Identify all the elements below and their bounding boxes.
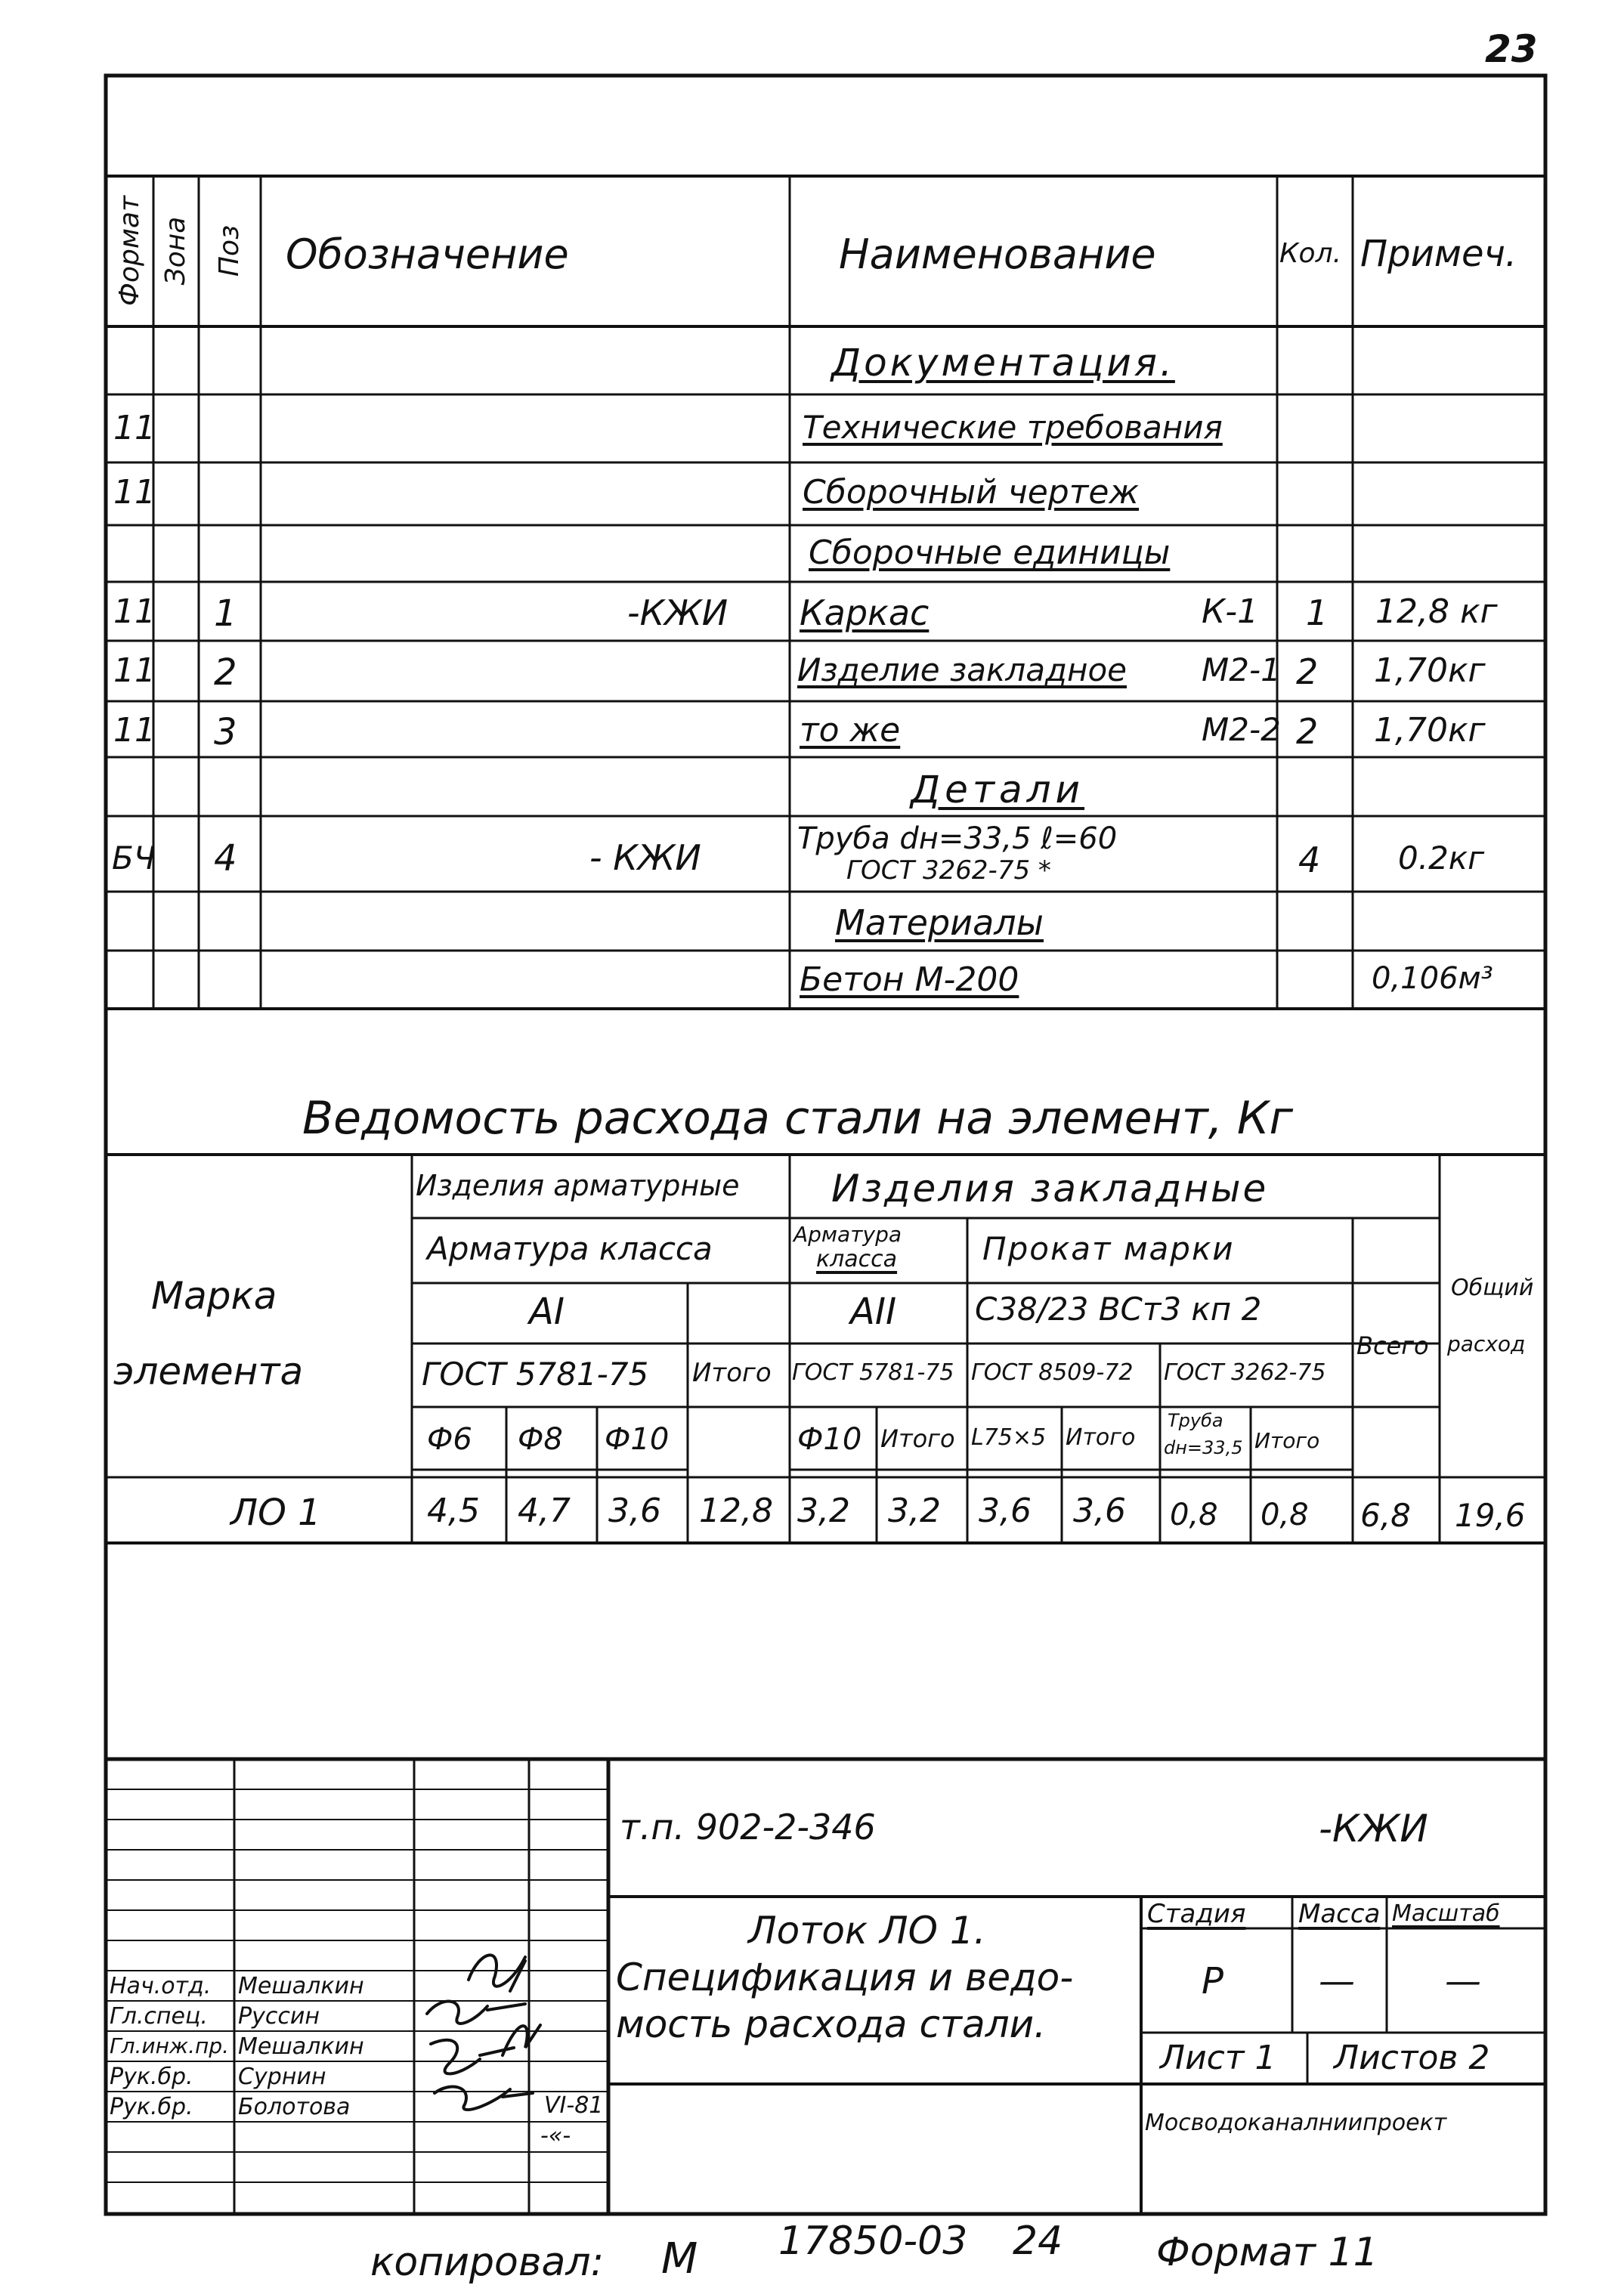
spec-header-designation: Обозначение: [286, 230, 569, 278]
steel-itogo-pipe: Итого: [1254, 1428, 1320, 1453]
steel-row-grand: 19,6: [1455, 1497, 1526, 1534]
spec-row-note: 1,70кг: [1374, 711, 1486, 750]
spec-row-qty: 1: [1306, 592, 1329, 633]
doc-title-line1: Лоток ЛО 1.: [748, 1909, 986, 1953]
mass-label: Масса: [1298, 1899, 1381, 1929]
steel-gost-5781-a: ГОСТ 5781-75: [422, 1356, 649, 1393]
steel-row-d10b: 3,2: [797, 1492, 850, 1530]
person-role: Гл.инж.пр.: [110, 2033, 230, 2058]
steel-row-total: 6,8: [1360, 1497, 1411, 1534]
steel-rebar-class-2: Арматура: [793, 1222, 902, 1247]
spec-row-name: Технические требования: [803, 409, 1223, 446]
spec-row-format: 11: [113, 592, 156, 631]
spec-row-name-line2: ГОСТ 3262-75 *: [846, 855, 1051, 886]
footer-page: 24: [1013, 2219, 1063, 2264]
spec-row-format: 11: [113, 473, 156, 512]
page-number: 23: [1485, 27, 1538, 71]
spec-row-name-mark: М2-2: [1202, 711, 1281, 748]
steel-d6: Ф6: [427, 1422, 472, 1457]
steel-rebar-products: Изделия арматурные: [416, 1169, 740, 1202]
steel-grade: С38/23 ВСт3 кп 2: [975, 1291, 1262, 1328]
steel-row-d6: 4,5: [427, 1492, 480, 1530]
spec-header-format: Формат: [114, 195, 145, 307]
spec-row-name: Сборочный чертеж: [803, 473, 1140, 512]
spec-row-name: Каркас: [800, 592, 930, 633]
steel-rolled-steel: Прокат марки: [982, 1230, 1235, 1267]
spec-row-name: Труба dн=33,5 ℓ=60: [797, 821, 1118, 856]
steel-row-itogo4: 0,8: [1261, 1498, 1309, 1532]
spec-section-documentation: Документация.: [831, 341, 1175, 385]
stage-value: Р: [1202, 1960, 1223, 2002]
spec-header-zone: Зона: [160, 216, 191, 286]
footer-copied-by: М: [661, 2234, 698, 2283]
spec-row-pos: 1: [214, 592, 237, 635]
spec-row-format: 11: [113, 651, 156, 690]
person-role: Гл.спец.: [110, 2003, 208, 2030]
steel-grand-total-label: Общий: [1451, 1275, 1534, 1301]
spec-header-note: Примеч.: [1360, 233, 1517, 275]
steel-itogo-a2: Итого: [880, 1424, 955, 1453]
steel-row-itogo3: 3,6: [1073, 1492, 1126, 1530]
sheet-label: Лист 1: [1160, 2039, 1276, 2077]
steel-row-itogo2: 3,2: [888, 1492, 941, 1530]
spec-header-pos: Поз: [214, 224, 245, 277]
person-name: Руссин: [238, 2003, 320, 2030]
steel-pipe: Труба: [1168, 1410, 1223, 1431]
steel-row-mark: ЛО 1: [230, 1492, 321, 1534]
steel-d10: Ф10: [605, 1422, 670, 1457]
scale-value: —: [1445, 1960, 1481, 2002]
spec-row-note: 0,106м³: [1372, 961, 1493, 996]
steel-row-angle: 3,6: [979, 1492, 1032, 1530]
doc-code: т.п. 902-2-346: [620, 1807, 876, 1847]
footer-number: 17850-03: [778, 2219, 968, 2264]
spec-row-note: 1,70кг: [1374, 651, 1486, 690]
spec-row-qty: 2: [1296, 711, 1319, 752]
steel-itogo-angle: Итого: [1066, 1424, 1136, 1451]
scale-label: Масштаб: [1392, 1900, 1500, 1927]
person-role: Рук.бр.: [110, 2064, 193, 2090]
steel-table-title: Ведомость расхода стали на элемент, Кг: [302, 1092, 1294, 1145]
spec-row-pos: 2: [214, 651, 237, 694]
steel-rebar-class: Арматура класса: [427, 1230, 713, 1267]
stage-label: Стадия: [1147, 1899, 1246, 1929]
footer-copied: копировал:: [370, 2240, 605, 2285]
steel-d8: Ф8: [518, 1422, 563, 1457]
spec-row-qty: 4: [1298, 839, 1321, 880]
spec-row-pos: 3: [214, 711, 237, 753]
spec-row-pos: 4: [214, 837, 237, 880]
person-name: Сурнин: [238, 2064, 326, 2090]
person-name: Болотова: [238, 2094, 351, 2120]
steel-mark-label-2: элемента: [113, 1350, 304, 1393]
sheets-label: Листов 2: [1334, 2039, 1490, 2077]
spec-row-qty: 2: [1296, 651, 1319, 692]
steel-mark-label: Марка: [151, 1274, 277, 1318]
steel-gost-8509: ГОСТ 8509-72: [971, 1359, 1134, 1386]
spec-header-qty: Кол.: [1279, 238, 1342, 269]
spec-row-note: 0.2кг: [1398, 839, 1485, 877]
steel-total-label: Всего: [1356, 1331, 1429, 1360]
steel-row-pipe: 0,8: [1170, 1498, 1218, 1532]
person-name: Мешалкин: [238, 2033, 364, 2060]
steel-pipe-line2: dн=33,5: [1164, 1437, 1243, 1458]
spec-row-name-mark: К-1: [1202, 592, 1259, 631]
steel-class-a2: АII: [850, 1291, 897, 1333]
steel-row-d10: 3,6: [608, 1492, 661, 1530]
spec-row-name: Изделие закладное: [797, 651, 1128, 688]
spec-row-name: то же: [800, 711, 901, 750]
spec-row-designation: - КЖИ: [589, 837, 701, 878]
organization: Мосводоканалниипроект: [1145, 2110, 1447, 2136]
steel-grand-total-label-2: расход: [1447, 1331, 1526, 1356]
date-mark: VI-81: [544, 2092, 604, 2119]
steel-d10b: Ф10: [797, 1422, 862, 1457]
person-role: Нач.отд.: [110, 1973, 212, 1999]
spec-row-name: Бетон М-200: [800, 960, 1019, 999]
spec-row-format: БЧ: [112, 839, 156, 877]
spec-section-assembly-units: Сборочные единицы: [809, 533, 1171, 572]
signatures-image: [412, 1934, 608, 2131]
spec-section-details: Детали: [911, 768, 1085, 812]
spec-header-name: Наименование: [839, 230, 1156, 278]
steel-angle: L75×5: [971, 1424, 1047, 1451]
date-mark-2: -«-: [540, 2123, 571, 2149]
doc-title-line3: мость расхода стали.: [616, 2002, 1047, 2046]
steel-embedded-products: Изделия закладные: [831, 1167, 1269, 1211]
doc-title-line2: Спецификация и ведо-: [616, 1956, 1074, 1999]
person-name: Мешалкин: [238, 1973, 364, 1999]
spec-row-note: 12,8 кг: [1375, 592, 1498, 631]
doc-suffix: -КЖИ: [1319, 1807, 1428, 1851]
steel-gost-3262: ГОСТ 3262-75: [1164, 1359, 1326, 1386]
spec-row-format: 11: [113, 409, 156, 447]
person-role: Рук.бр.: [110, 2094, 193, 2120]
spec-row-designation: -КЖИ: [627, 592, 728, 633]
steel-class-a1: АI: [529, 1291, 565, 1333]
steel-gost-5781-b: ГОСТ 5781-75: [792, 1359, 954, 1386]
spec-section-materials: Материалы: [835, 902, 1044, 943]
spec-row-name-mark: М2-1: [1202, 651, 1281, 688]
spec-row-format: 11: [113, 711, 156, 750]
mass-value: —: [1319, 1960, 1355, 2002]
footer-format: Формат 11: [1156, 2230, 1378, 2275]
steel-rebar-class-2-line2: класса: [816, 1246, 898, 1272]
steel-row-itogo1: 12,8: [699, 1492, 773, 1530]
steel-itogo-a1: Итого: [692, 1358, 772, 1388]
steel-row-d8: 4,7: [518, 1492, 571, 1530]
